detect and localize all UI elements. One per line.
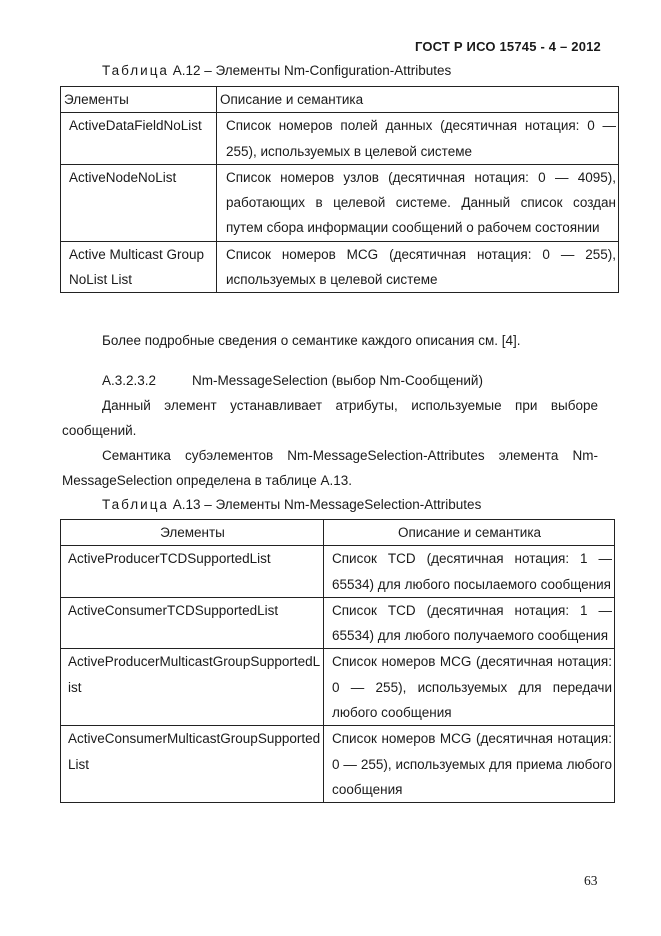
table-row xyxy=(61,597,615,649)
table-row xyxy=(61,726,615,803)
description-cell: Список номеров узлов (десятичная нотация: 0 — 4095), работающих в целевой системе. Данный список создан путем сбора информации сообщений о рабочем состоянии xyxy=(217,164,619,241)
section-heading xyxy=(102,368,622,393)
more-info-paragraph: Более подробные сведения о семантике каждого описания см. [4]. xyxy=(102,333,521,348)
table-row xyxy=(61,649,615,726)
table-a13 xyxy=(60,519,615,803)
element-cell: Active Multicast Group NoList List xyxy=(61,241,217,293)
caption-lead: Таблица xyxy=(102,497,169,512)
page-number: 63 xyxy=(584,873,598,888)
table-a12-caption xyxy=(102,63,451,78)
description-cell: Список TCD (десятичная нотация: 1 — 65534) для любого получаемого сообщения xyxy=(324,597,615,649)
table-header-row xyxy=(61,87,619,113)
standard-header: ГОСТ Р ИСО 15745 - 4 – 2012 xyxy=(414,39,601,54)
element-cell: ActiveProducerTCDSupportedList xyxy=(61,546,324,598)
caption-lead: Таблица xyxy=(102,63,169,78)
caption-title: А.12 – Элементы Nm-Configuration-Attributes xyxy=(168,63,452,78)
table-row xyxy=(61,241,619,293)
element-cell: ActiveConsumerTCDSupportedList xyxy=(61,597,324,649)
element-cell: ActiveNodeNoList xyxy=(61,164,217,241)
description-cell: Список номеров MCG (десятичная нотация: 0 — 255), используемых в целевой системе xyxy=(217,241,619,293)
description-cell: Список TCD (десятичная нотация: 1 — 65534) для любого посылаемого сообщения xyxy=(324,546,615,598)
description-cell: Список номеров MCG (десятичная нотация: 0 — 255), используемых для приема любого сообщения xyxy=(324,726,615,803)
description-cell: Список номеров полей данных (десятичная нотация: 0 — 255), используемых в целевой системе xyxy=(217,113,619,165)
column-header-elements: Элементы xyxy=(61,87,217,113)
semantics-paragraph: Семантика субэлементов Nm-MessageSelection-Attributes элемента Nm-MessageSelection определена в таблице А.13. xyxy=(62,448,598,488)
caption-title: А.13 – Элементы Nm-MessageSelection-Attributes xyxy=(168,497,482,512)
table-a13-caption xyxy=(102,497,481,512)
table-row xyxy=(61,164,619,241)
section-number: А.3.2.3.2 xyxy=(102,373,157,388)
table-row xyxy=(61,113,619,165)
element-cell: ActiveDataFieldNoList xyxy=(61,113,217,165)
column-header-description: Описание и семантика xyxy=(217,87,619,113)
column-header-elements: Элементы xyxy=(61,520,324,546)
element-cell: ActiveProducerMulticastGroupSupportedList xyxy=(61,649,324,726)
table-row xyxy=(61,546,615,598)
element-description-paragraph: Данный элемент устанавливает атрибуты, используемые при выборе сообщений. xyxy=(62,398,598,438)
table-a12 xyxy=(60,86,619,293)
description-cell: Список номеров MCG (десятичная нотация: 0 — 255), используемых для передачи любого сообщения xyxy=(324,649,615,726)
table-header-row xyxy=(61,520,615,546)
element-cell: ActiveConsumerMulticastGroupSupportedList xyxy=(61,726,324,803)
section-title: Nm-MessageSelection (выбор Nm-Сообщений) xyxy=(192,373,483,388)
column-header-description: Описание и семантика xyxy=(324,520,615,546)
